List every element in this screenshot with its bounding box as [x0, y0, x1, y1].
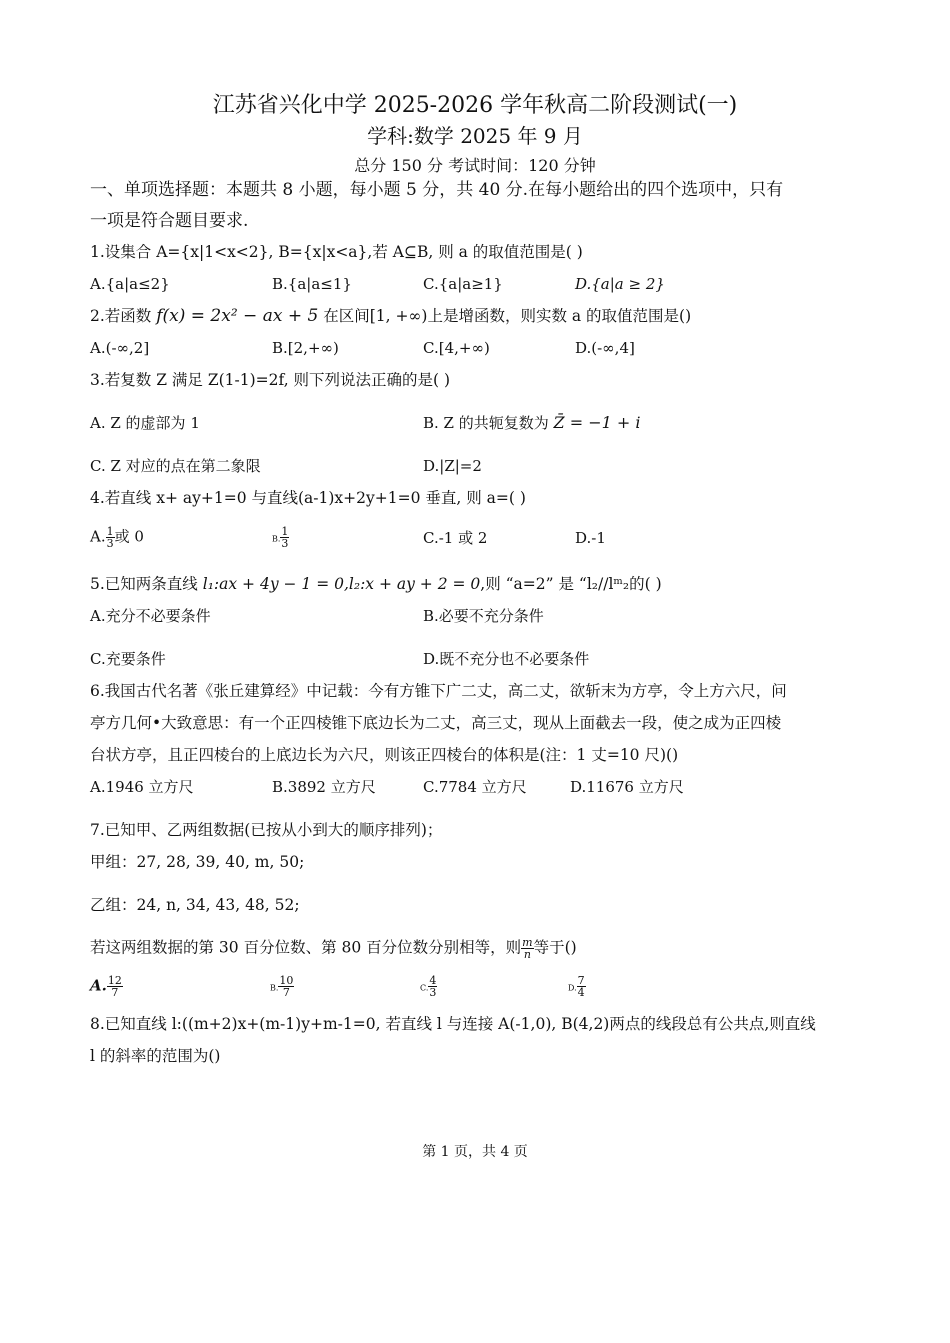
q4-a-prefix: A.	[90, 527, 106, 546]
q7-b-fraction: $\frac{10}{7}$	[279, 974, 294, 999]
q3-option-b	[423, 413, 641, 433]
q7-c-fraction: $\frac{4}{3}$	[429, 974, 437, 999]
question-6-line-1: 6.我国古代名著《张丘建算经》中记载：今有方锥下广二丈，高二丈，欲斩末为方亭，令上方六尺，问	[90, 682, 787, 700]
q1-option-b: B.{a|a≤1}	[272, 275, 352, 293]
question-6-line-2: 亭方几何•大致意思：有一个正四棱锥下底边长为二丈，高三丈，现从上面截去一段，使之成为正四棱	[90, 714, 782, 732]
exam-info: 总分 150 分 考试时间：120 分钟	[354, 156, 596, 175]
q2-suffix: 在区间[1, +∞)上是增函数，则实数 a 的取值范围是()	[323, 307, 692, 325]
q2-option-d: D.(-∞,4]	[575, 339, 635, 357]
q7-a-fraction: $\frac{12}{7}$	[107, 974, 122, 999]
q7-suffix: 等于()	[533, 938, 577, 957]
q4-a-fraction: $\frac{1}{3}$	[106, 525, 114, 550]
q7-d-fraction: $\frac{7}{4}$	[577, 974, 585, 999]
q2-option-a: A.(-∞,2]	[90, 339, 150, 357]
q3-option-a: A. Z 的虚部为 1	[90, 414, 200, 432]
q3-option-b-formula: Z̄ = −1 + i	[553, 413, 641, 432]
question-7-line-2: 甲组：27, 28, 39, 40, m, 50;	[90, 853, 305, 871]
q2-formula: f(x) = 2x² − ax + 5	[156, 306, 319, 326]
question-8-line-1: 8.已知直线 l:((m+2)x+(m-1)y+m-1=0, 若直线 l 与连接 A(-1,0), B(4,2)两点的线段总有公共点,则直线	[90, 1015, 816, 1033]
q1-option-c: C.{a|a≥1}	[423, 275, 503, 293]
q4-option-c: C.-1 或 2	[423, 529, 488, 547]
q7-option-b: B. $\frac{10}{7}$	[270, 974, 294, 999]
q5-option-a: A.充分不必要条件	[90, 607, 211, 625]
section-heading: 一、单项选择题：本题共 8 小题，每小题 5 分，共 40 分.在每小题给出的四个选项中，只有	[90, 180, 784, 200]
q3-option-b-text: B. Z 的共轭复数为	[423, 414, 549, 432]
page-footer: 第 1 页，共 4 页	[422, 1144, 528, 1160]
q1-option-a: A.{a|a≤2}	[90, 275, 170, 293]
q7-option-d: D. $\frac{7}{4}$	[568, 974, 585, 999]
section-heading-cont: 一项是符合题目要求.	[90, 211, 249, 231]
q5-option-b: B.必要不充分条件	[423, 607, 544, 625]
q7-prefix: 若这两组数据的第 30 百分位数、第 80 百分位数分别相等，则	[90, 938, 522, 957]
q6-option-c: C.7784 立方尺	[423, 778, 527, 796]
exam-subject: 学科:数学 2025 年 9 月	[367, 124, 583, 148]
q2-option-b: B.[2,+∞)	[272, 339, 339, 357]
q4-a-suffix: 或 0	[114, 527, 144, 546]
question-4-stem: 4.若直线 x+ ay+1=0 与直线(a-1)x+2y+1=0 垂直, 则 a=( )	[90, 489, 526, 507]
question-8-line-2: l 的斜率的范围为()	[90, 1047, 221, 1065]
exam-title: 江苏省兴化中学 2025-2026 学年秋高二阶段测试(一)	[212, 93, 738, 118]
q6-option-a: A.1946 立方尺	[90, 778, 194, 796]
question-7-line-4	[90, 937, 577, 960]
q1-option-d: D.{a|a ≥ 2}	[575, 275, 665, 293]
q6-option-d: D.11676 立方尺	[570, 778, 684, 796]
question-1-stem: 1.设集合 A={x|1<x<2}, B={x|x<a},若 A⊆B, 则 a 的取值范围是( )	[90, 243, 583, 261]
q5-option-d: D.既不充分也不必要条件	[423, 650, 590, 668]
q7-option-a: A. $\frac{12}{7}$	[90, 974, 122, 999]
q4-b-fraction: $\frac{1}{3}$	[281, 525, 289, 550]
q5-prefix: 5.已知两条直线	[90, 575, 198, 593]
question-3-stem: 3.若复数 Z 满足 Z(1-1)=2f, 则下列说法正确的是( )	[90, 371, 451, 389]
question-2-stem	[90, 306, 691, 326]
q3-option-c: C. Z 对应的点在第二象限	[90, 457, 261, 475]
question-7-line-3: 乙组：24, n, 34, 43, 48, 52;	[90, 896, 300, 914]
q5-option-c: C.充要条件	[90, 650, 166, 668]
q2-option-c: C.[4,+∞)	[423, 339, 490, 357]
q2-prefix: 2.若函数	[90, 307, 152, 325]
q4-b-prefix: B.	[272, 534, 281, 544]
q7-option-c: C. $\frac{4}{3}$	[420, 974, 437, 999]
q4-option-d: D.-1	[575, 529, 606, 547]
q6-option-b: B.3892 立方尺	[272, 778, 376, 796]
q4-option-a	[90, 526, 144, 549]
q4-option-b	[272, 526, 289, 550]
q5-suffix: ,则 “a=2” 是 “l₂//lᵐ₂的( )	[480, 575, 662, 593]
q3-option-d: D.|Z|=2	[423, 457, 482, 475]
question-7-line-1: 7.已知甲、乙两组数据(已按从小到大的顺序排列)；	[90, 821, 443, 839]
question-6-line-3: 台状方亭，且正四棱台的上底边长为六尺，则该正四棱台的体积是(注：1 丈=10 尺)()	[90, 746, 679, 764]
q5-formula: l₁:ax + 4y − 1 = 0,l₂:x + ay + 2 = 0	[202, 575, 481, 593]
question-5-stem	[90, 574, 662, 594]
q7-fraction: $\frac{m}{n}$	[522, 936, 533, 961]
